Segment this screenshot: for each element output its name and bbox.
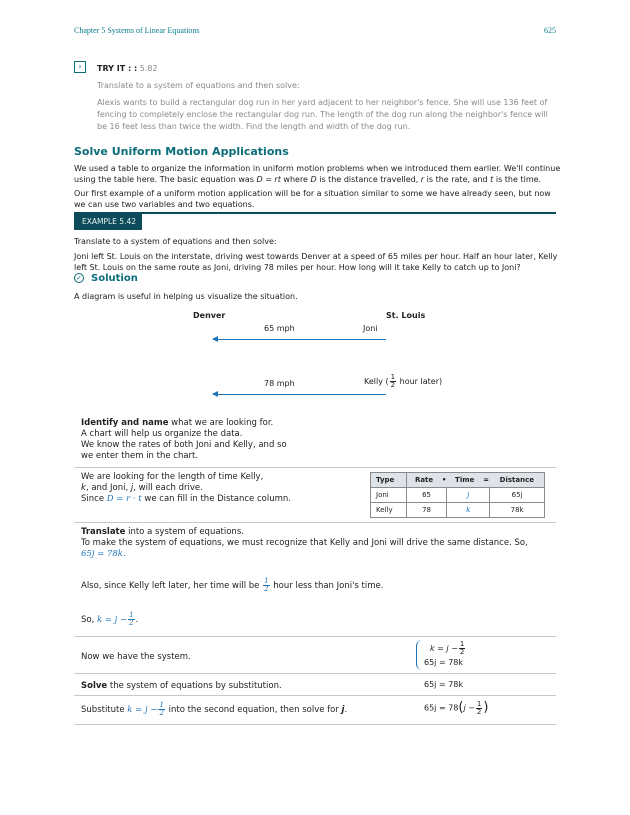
step-fraction — [263, 578, 269, 593]
table-header: = — [483, 473, 490, 488]
para1-line2 — [74, 174, 560, 185]
step-solve — [81, 681, 282, 691]
kelly-arrow — [213, 394, 386, 395]
fraction-denominator: 2 — [129, 619, 134, 627]
step-math: D = r · t — [106, 494, 142, 504]
section-para1 — [74, 163, 560, 185]
joni-label: Joni — [363, 324, 378, 333]
table-cell: 78k — [490, 503, 545, 518]
try-it-line: be 16 feet less than twice the width. Find the length and width of the dog run. — [97, 122, 411, 131]
step-keyword: Identify and name — [81, 418, 169, 428]
fraction-denominator: 2 — [476, 707, 482, 716]
step-identify — [81, 418, 287, 462]
result-fraction — [476, 701, 482, 716]
step-text: Also, since Kelly left later, her time will be — [81, 581, 263, 591]
try-it-line: Alexis wants to build a rectangular dog run in her yard adjacent to her neighbor's fence. She will use 136 feet of — [97, 98, 548, 107]
check-icon: ✓ — [74, 273, 84, 283]
solution-intro: A diagram is useful in helping us visualize the situation. — [74, 292, 298, 301]
para1-var: t — [490, 175, 494, 184]
example-instruction: Translate to a system of equations and then solve: — [74, 237, 277, 246]
fraction-denominator: 2 — [264, 585, 269, 593]
try-it-number: 5.82 — [139, 64, 158, 73]
step-math: 65j = 78k. — [81, 549, 126, 559]
step-system-text: Now we have the system. — [81, 652, 191, 662]
step-var: k — [81, 483, 86, 493]
step-text: hour less than Joni's time. — [270, 581, 384, 591]
fraction-denominator: 2 — [459, 648, 465, 656]
table-cell: 65j — [490, 488, 545, 503]
step-divider — [74, 522, 556, 523]
step-so — [81, 612, 138, 627]
para1-var: r — [420, 175, 425, 184]
step-text: Substitute — [81, 705, 128, 715]
chapter-header: Chapter 5 Systems of Linear Equations — [74, 26, 200, 35]
step-math: k = j − — [127, 705, 158, 715]
table-cell: 78 — [406, 503, 447, 518]
solve-eq: 65j = 78k — [424, 680, 464, 689]
try-it-line: fencing to completely enclose the rectangular dog run. The length of the dog run along the neighbor's fence will — [97, 110, 548, 119]
step-text: we can fill in the Distance column. — [141, 494, 291, 504]
step-text: We know the rates of both Joni and Kelly, and so — [81, 440, 287, 450]
kelly-label — [364, 374, 442, 389]
step-keyword: Solve — [81, 681, 108, 691]
result-text: 65j = 78 — [424, 703, 459, 713]
substitute-result: 65j = 78(j − $\frac{1}{2}$ ) — [424, 699, 489, 716]
joni-arrow — [213, 339, 386, 340]
kelly-text: hour later) — [397, 377, 443, 386]
step-chart — [81, 472, 291, 505]
section-para2 — [74, 188, 551, 210]
system-equations — [424, 641, 466, 670]
kelly-fraction — [390, 374, 396, 389]
system-eq: 65j = 78k — [424, 658, 464, 667]
step-fraction — [158, 702, 164, 717]
motion-table — [370, 472, 545, 518]
try-it-problem — [97, 97, 557, 133]
step-var: j — [130, 483, 134, 493]
page-number: 625 — [544, 26, 556, 35]
example-line1: Joni left St. Louis on the interstate, driving west towards Denver at a speed of 65 miles per hour. Half an hour later, Kelly — [74, 252, 558, 261]
example-rule — [74, 212, 556, 214]
step-text: the system of equations by substitution. — [107, 681, 282, 691]
step-text: A chart will help us organize the data. — [81, 429, 243, 439]
table-cell: j — [447, 488, 490, 503]
para2-line1: Our first example of a uniform motion application will be for a situation similar to some we have already seen, but now — [74, 189, 551, 198]
para1-var: D — [310, 175, 317, 184]
step-text: To make the system of equations, we must recognize that Kelly and Joni will drive the same distance. So, — [81, 538, 528, 548]
para1-text: using the table here. The basic equation was — [74, 175, 257, 184]
table-header: Rate — [406, 473, 441, 488]
try-it-label: TRY IT : : — [97, 64, 138, 73]
para1-eq: D = rt — [256, 175, 281, 184]
para1-text: is the time. — [493, 175, 542, 184]
step-text: into a system of equations. — [125, 527, 244, 537]
section-title: Solve Uniform Motion Applications — [74, 145, 289, 158]
step-text: So, — [81, 615, 97, 625]
fraction-numerator: 1 — [159, 701, 164, 709]
example-label: EXAMPLE 5.42 — [74, 214, 142, 230]
table-cell: Joni — [371, 488, 407, 503]
table-header: Distance — [490, 473, 545, 488]
fraction-numerator: 1 — [459, 640, 465, 648]
table-header-row — [371, 473, 545, 488]
step-text: we enter them in the chart. — [81, 451, 199, 461]
para1-text: is the rate, and — [424, 175, 491, 184]
step-math: k = j − — [97, 615, 128, 625]
kelly-speed: 78 mph — [264, 379, 295, 388]
para1-text: is the distance travelled, — [316, 175, 421, 184]
step-fraction — [128, 612, 134, 627]
system-fraction — [459, 641, 465, 656]
table-header: • — [441, 473, 446, 488]
para2-line2: we can use two variables and two equations. — [74, 200, 255, 209]
step-text: We are looking for the length of time Kelly, — [81, 472, 264, 482]
step-var: j — [341, 705, 345, 715]
fraction-numerator: 1 — [476, 699, 482, 708]
try-it-heading — [97, 63, 158, 74]
step-text: into the second equation, then solve for — [165, 705, 342, 715]
table-header: Time — [447, 473, 483, 488]
joni-speed: 65 mph — [264, 324, 295, 333]
fraction-numerator: 1 — [129, 611, 134, 619]
step-divider — [74, 695, 556, 696]
para1-line1: We used a table to organize the information in uniform motion problems when we introduced them earlier. We'll continue — [74, 164, 561, 173]
table-cell: Kelly — [371, 503, 407, 518]
table-cell: 65 — [406, 488, 447, 503]
step-text: Since — [81, 494, 107, 504]
fraction-denominator: 2 — [390, 381, 396, 389]
step-text: , and Joni, — [85, 483, 131, 493]
step-substitute — [81, 702, 347, 717]
step-text: . — [344, 705, 348, 715]
denver-label: Denver — [193, 311, 226, 320]
example-problem — [74, 251, 557, 273]
step-text: . — [135, 615, 139, 625]
table-cell: k — [447, 503, 490, 518]
para1-text: where — [280, 175, 311, 184]
step-text: what we are looking for. — [168, 418, 274, 428]
try-it-instruction: Translate to a system of equations and then solve: — [97, 81, 300, 90]
table-row — [371, 488, 545, 503]
solution-label: Solution — [91, 273, 138, 284]
result-text: j − — [463, 703, 475, 713]
table-header: Type — [371, 473, 407, 488]
system-brace — [416, 640, 423, 670]
kelly-text: Kelly ( — [364, 377, 389, 386]
fraction-numerator: 1 — [264, 577, 269, 585]
example-line2: left St. Louis on the same route as Joni, driving 78 miles per hour. How long will it take Kelly to catch up to Joni? — [74, 263, 521, 272]
step-later — [81, 578, 383, 593]
step-keyword: Translate — [81, 527, 126, 537]
step-divider — [74, 467, 556, 468]
system-eq: k = j − — [430, 644, 458, 653]
stlouis-label: St. Louis — [386, 311, 426, 320]
step-divider — [74, 724, 556, 725]
step-divider — [74, 636, 556, 637]
expand-icon[interactable]: › — [74, 61, 86, 73]
fraction-denominator: 2 — [159, 709, 164, 717]
step-divider — [74, 673, 556, 674]
step-text: , will each drive. — [133, 483, 203, 493]
table-row — [371, 503, 545, 518]
step-translate — [81, 527, 528, 560]
fraction-numerator: 1 — [390, 373, 396, 381]
